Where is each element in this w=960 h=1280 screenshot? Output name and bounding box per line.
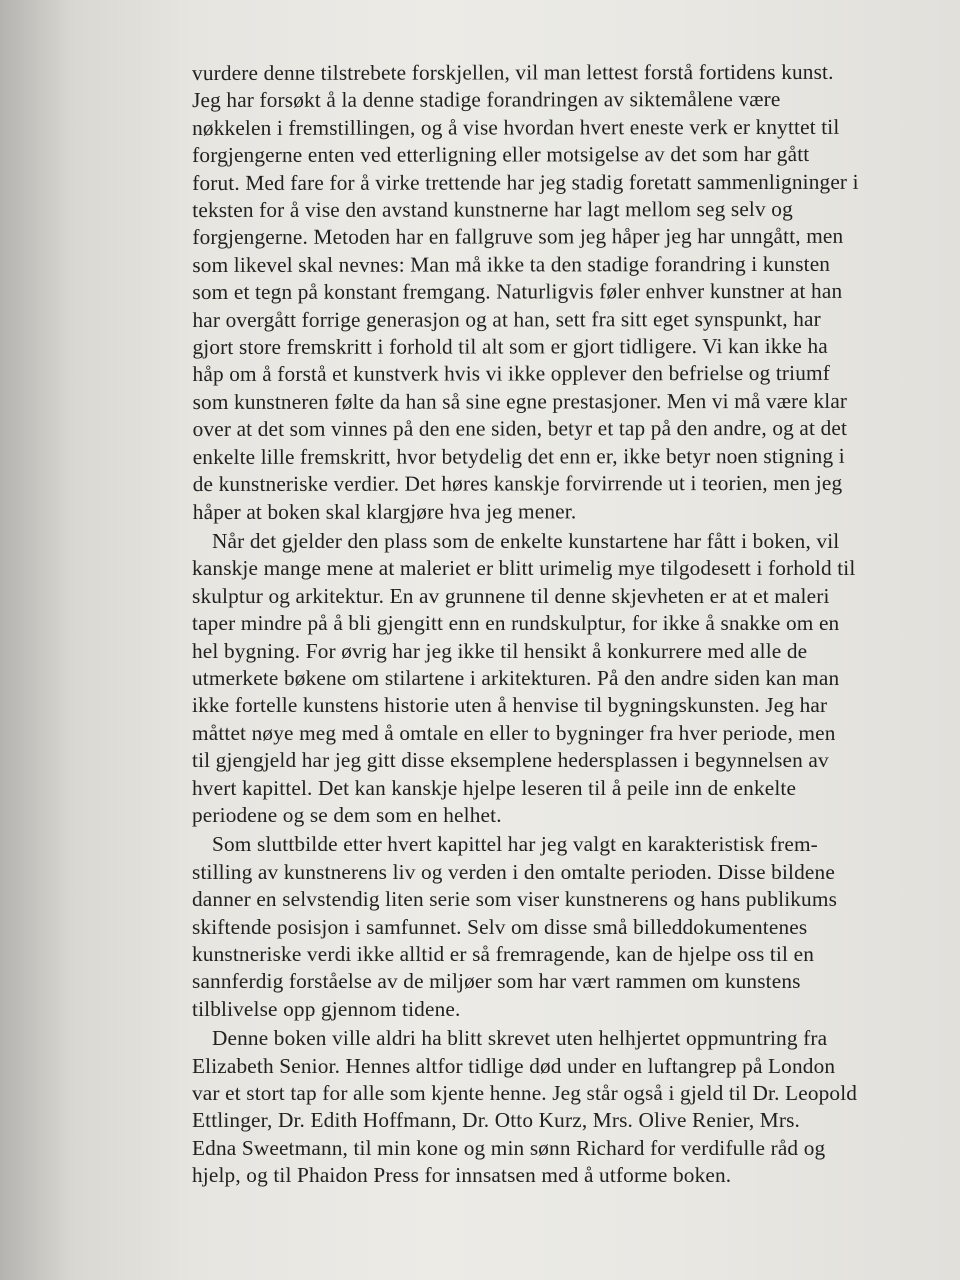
text-line: til gjengjeld har jeg gitt disse eksemplene hedersplassen i begynnelsen av [192,748,829,773]
text-line: enkelte lille fremskritt, hvor betydelig det enn er, ikke betyr noen stigning i [192,443,845,469]
text-line: kunstneriske verdi ikke alltid er så fremragende, kan de hjelpe oss til en [192,942,815,966]
text-line: Edna Sweetmann, til min kone og min sønn Richard for verdifulle råd og [192,1135,826,1160]
text-line: periodene og se dem som en helhet. [192,802,502,827]
text-line: som kunstneren følte da han så sine egne prestasjoner. Men vi må være klar [192,388,848,414]
text-line: Jeg har forsøkt å la denne stadige forandringen av siktemålene være [192,87,781,113]
text-line: håp om å forstå et kunstverk hvis vi ikke opplever den befrielse og triumf [192,361,830,387]
text-line: gjort store fremskritt i forhold til alt som er gjort tidligere. Vi kan ikke ha [192,333,828,360]
text-line: over at det som vinnes på den ene siden, betyr et tap på den andre, og at det [192,416,848,442]
text-line: tilblivelse opp gjennom tidene. [192,996,461,1021]
text-line: måttet nøye meg med å omtale en eller to bygninger fra hver periode, men [192,720,836,745]
text-line: forgjengerne. Metoden har en fallgruve som jeg håper jeg har unngått, men [192,224,844,250]
text-line: skiftende posisjon i samfunnet. Selv om disse små billeddokumentenes [192,914,808,939]
text-line: forgjengerne enten ved etterligning eller motsigelse av det som har gått [192,142,810,168]
text-line: taper mindre på å bli gjengitt enn en rundskulptur, for ikke å snakke om en [192,611,840,636]
text-line: vurdere denne tilstrebete forskjellen, vil man lettest forstå fortidens kunst. [192,59,834,85]
text-line: var et stort tap for alle som kjente henne. Jeg står også i gjeld til Dr. Leopold [192,1081,858,1106]
text-line-indented: Når det gjelder den plass som de enkelte kunstartene har fått i boken, vil [212,528,840,553]
paragraph-3 [192,831,922,1023]
text-line: ikke fortelle kunstens historie uten å henvise til bygningskunsten. Jeg har [192,693,828,718]
text-line-indented: Denne boken ville aldri ha blitt skrevet uten helhjertet oppmuntring fra [212,1026,828,1051]
text-line-indented: Som sluttbilde etter hvert kapittel har jeg valgt en karakteristisk frem- [212,832,818,857]
body-text [192,60,922,1190]
text-line: stilling av kunstnerens liv og verden i den omtalte perioden. Disse bildene [192,859,835,884]
text-line: kanskje mange mene at maleriet er blitt urimelig mye tilgodesett i forhold til [192,556,856,581]
text-line: har overgått forrige generasjon og at han, sett fra sitt eget synspunkt, har [192,306,821,332]
text-line: håper at boken skal klargjøre hva jeg mener. [192,498,577,524]
text-line: skulptur og arkitektur. En av grunnene til denne skjevheten er at et maleri [192,583,830,608]
text-line: teksten for å vise den avstand kunstnerne har lagt mellom seg selv og [192,196,793,223]
text-line: Ettlinger, Dr. Edith Hoffmann, Dr. Otto Kurz, Mrs. Olive Renier, Mrs. [192,1108,801,1133]
text-line: de kunstneriske verdier. Det høres kanskje forvirrende ut i teorien, men jeg [192,470,843,497]
text-line: sannferdig forståelse av de miljøer som har vært rammen om kunstens [192,969,801,994]
paragraph-1 [192,59,923,526]
text-line: som et tegn på konstant fremgang. Naturligvis føler enhver kunstner at han [192,279,843,305]
text-line: danner en selvstendig liten serie som viser kunstnerens og hans publikums [192,887,838,912]
text-line: Elizabeth Senior. Hennes altfor tidlige død under en luftangrep på London [192,1053,836,1078]
page-gutter-shadow [0,0,70,1280]
text-line: som likevel skal nevnes: Man må ikke ta den stadige forandring i kunsten [192,251,831,277]
paragraph-2 [192,528,922,829]
text-line: forut. Med fare for å virke trettende har jeg stadig foretatt sammenligninger i [192,169,859,195]
text-line: hjelp, og til Phaidon Press for innsatsen med å utforme boken. [192,1163,732,1188]
text-line: hel bygning. For øvrig har jeg ikke til hensikt å konkurrere med alle de [192,638,808,663]
paragraph-4 [192,1025,922,1189]
text-line: nøkkelen i fremstillingen, og å vise hvordan hvert eneste verk er knyttet til [192,114,840,140]
text-line: hvert kapittel. Det kan kanskje hjelpe leseren til å peile inn de enkelte [192,775,797,800]
text-line: utmerkete bøkene om stilartene i arkitekturen. På den andre siden kan man [192,665,840,690]
